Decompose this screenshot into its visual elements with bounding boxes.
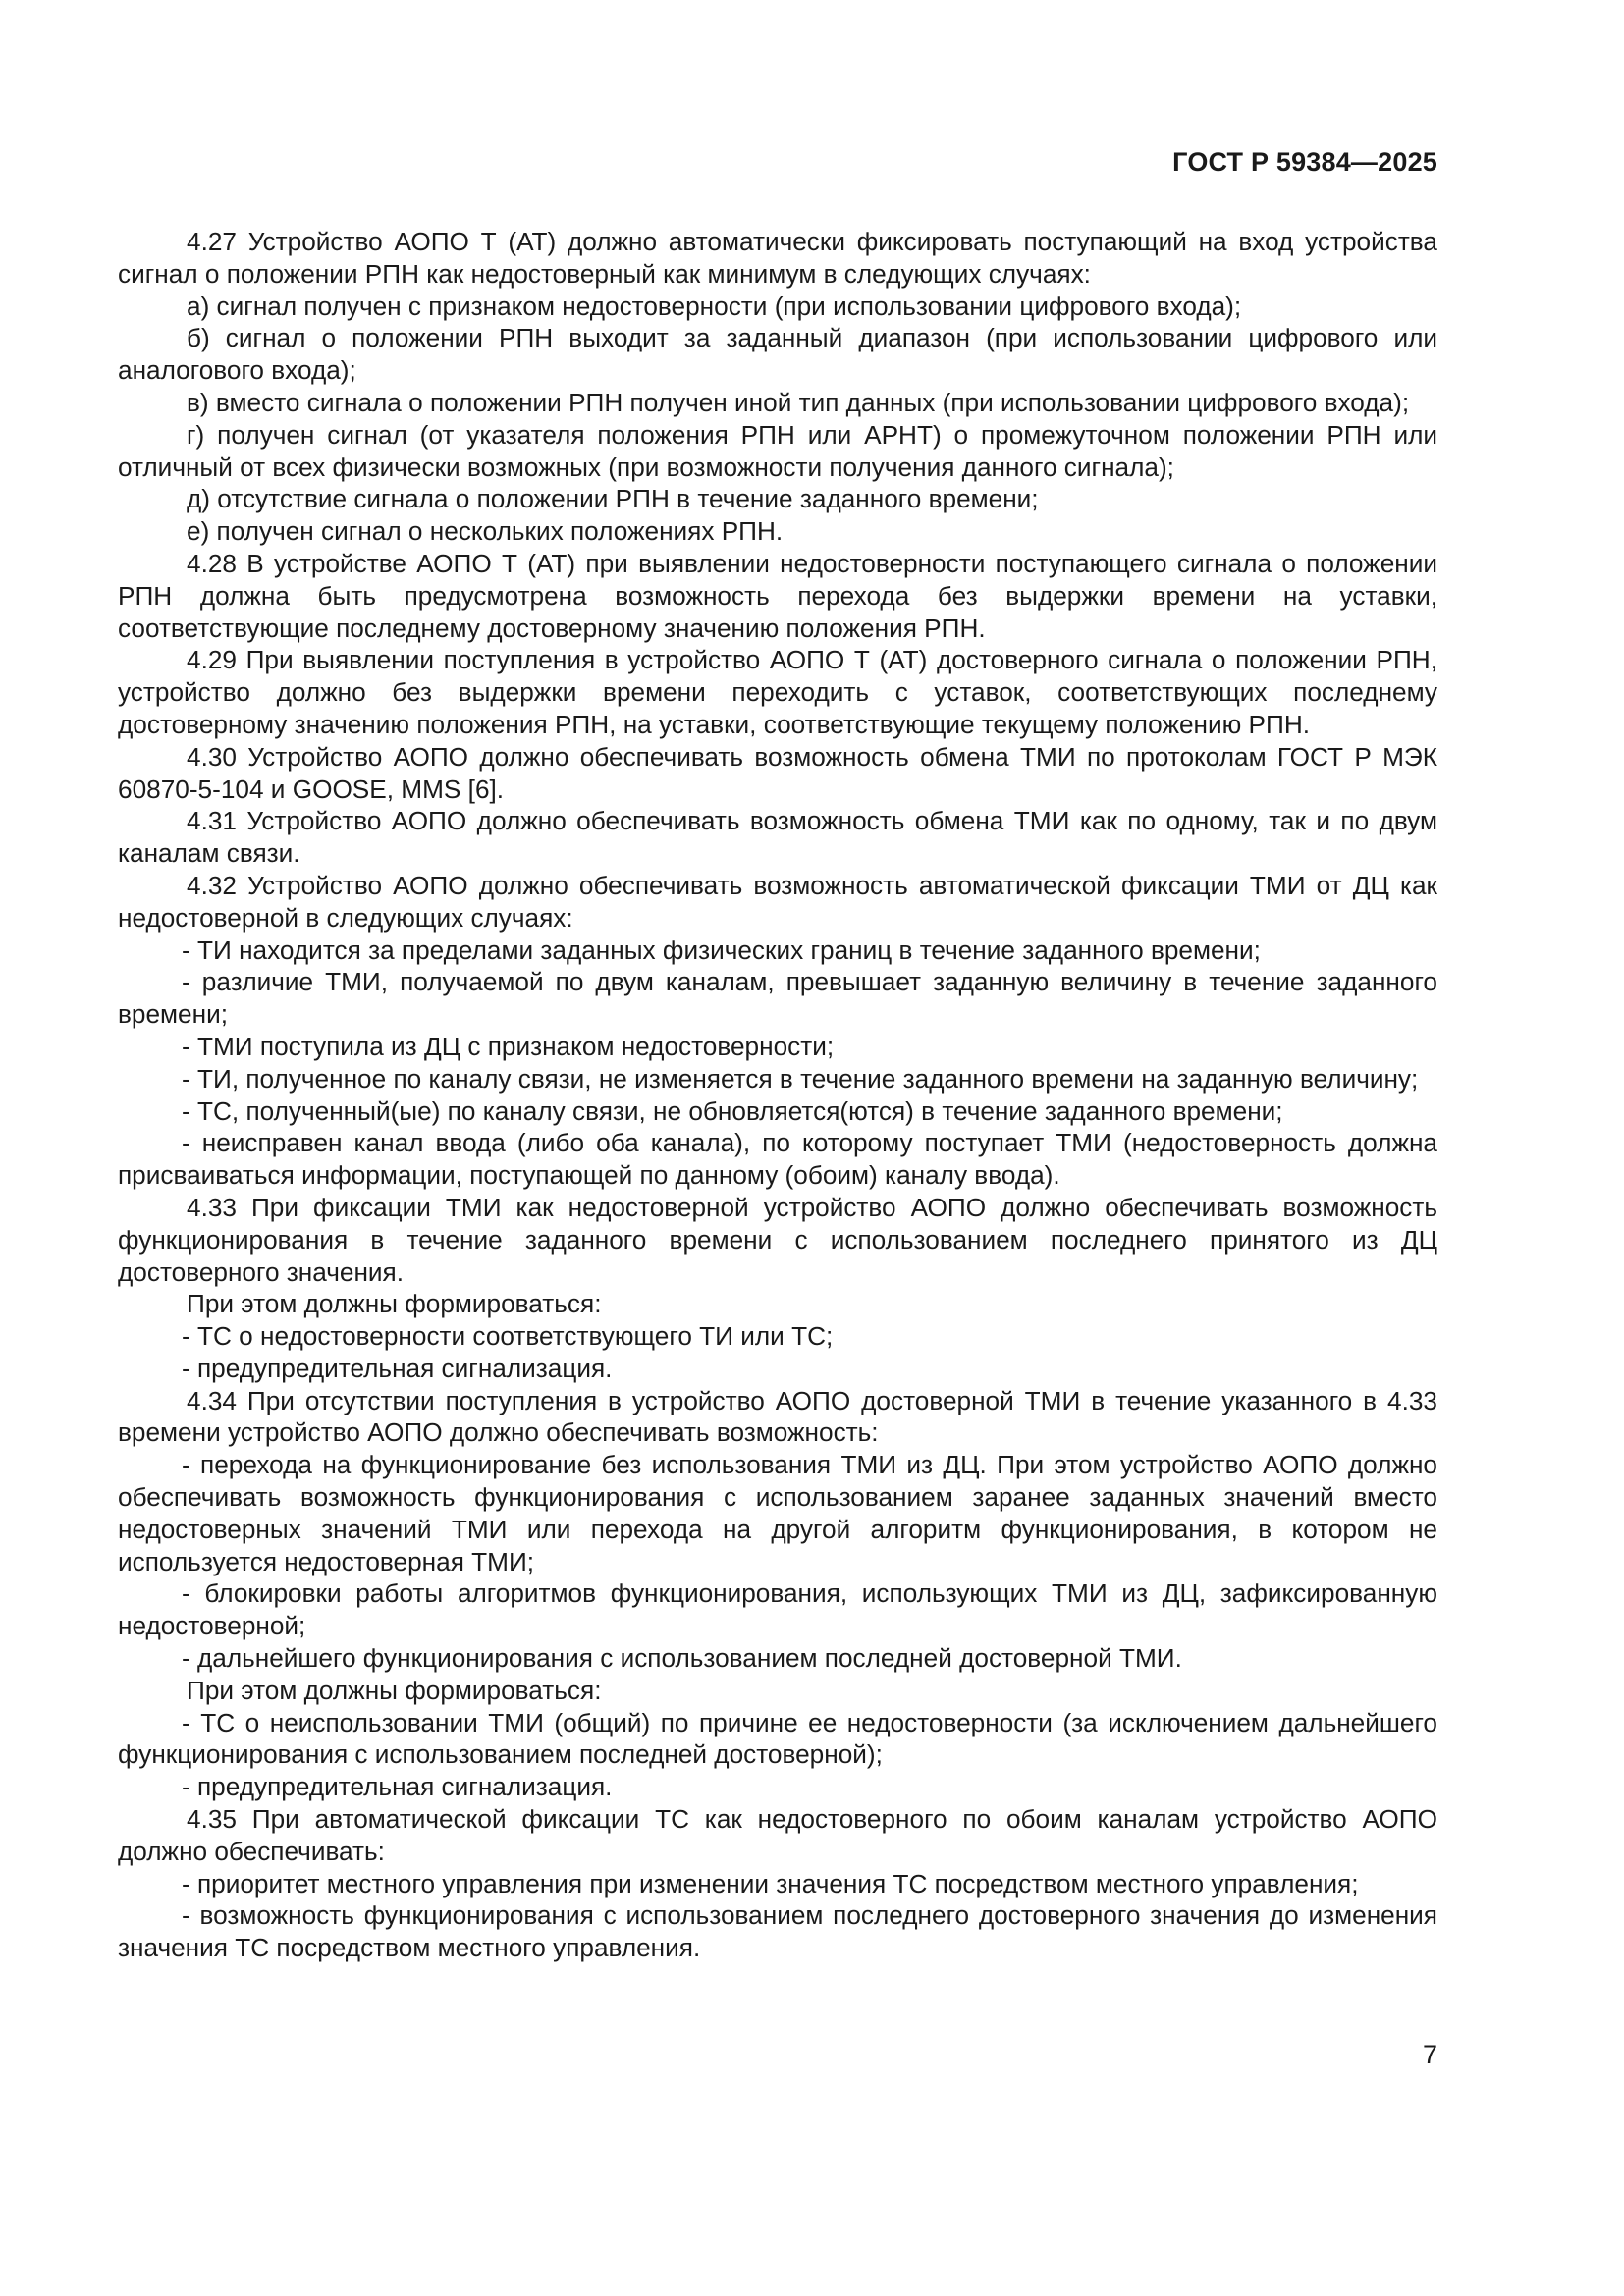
dash-item-paragraph: - ТС о неиспользовании ТМИ (общий) по причине ее недостоверности (за исключением дальнейшего функционирования с использованием последней достоверной); — [118, 1707, 1437, 1770]
dash-item-paragraph: - дальнейшего функционирования с использованием последней достоверной ТМИ. — [182, 1643, 1182, 1674]
dash-item-paragraph: - ТИ находится за пределами заданных физических границ в течение заданного времени; — [182, 934, 1261, 965]
page-number: 7 — [1422, 2040, 1437, 2069]
sub-item-paragraph: е) получен сигнал о нескольких положениях РПН. — [187, 516, 784, 547]
clause-paragraph: 4.33 При фиксации ТМИ как недостоверной устройство АОПО должно обеспечивать возможность функционирования в течение заданного времени с использованием последнего принятого из ДЦ достоверного значения. — [118, 1192, 1437, 1287]
clause-paragraph: 4.27 Устройство АОПО Т (АТ) должно автоматически фиксировать поступающий на вход устройства сигнал о положении РПН как недостоверный как минимум в следующих случаях: — [118, 227, 1437, 289]
dash-item-paragraph: - перехода на функционирование без использования ТМИ из ДЦ. При этом устройство АОПО должно обеспечивать возможность функционирования с использованием заранее заданных значений вместо недостоверных значений ТМИ или перехода на другой алгоритм функционирования, в котором не используется недостоверная ТМИ; — [118, 1450, 1437, 1576]
document-code-header: ГОСТ Р 59384—2025 — [1172, 147, 1437, 177]
dash-item-paragraph: - ТС, полученный(ые) по каналу связи, не обновляется(ются) в течение заданного времени; — [182, 1095, 1283, 1126]
clause-paragraph: 4.32 Устройство АОПО должно обеспечивать возможность автоматической фиксации ТМИ от ДЦ как недостоверной в следующих случаях: — [118, 870, 1437, 933]
clause-paragraph: 4.34 При отсутствии поступления в устройство АОПО достоверной ТМИ в течение указанного в 4.33 времени устройство АОПО должно обеспечивать возможность: — [118, 1385, 1437, 1448]
clause-paragraph: 4.30 Устройство АОПО должно обеспечивать возможность обмена ТМИ по протоколам ГОСТ Р МЭК 60870-5-104 и GOOSE, MMS [6]. — [118, 741, 1437, 804]
dash-item-paragraph: - различие ТМИ, получаемой по двум каналам, превышает заданную величину в течение заданного времени; — [118, 967, 1437, 1030]
sub-item-paragraph: г) получен сигнал (от указателя положения РПН или АРНТ) о промежуточном положении РПН или отличный от всех физически возможных (при возможности получения данного сигнала); — [118, 419, 1437, 482]
document-body — [118, 226, 1437, 1964]
dash-item-paragraph: - предупредительная сигнализация. — [182, 1772, 613, 1802]
sub-item-paragraph: При этом должны формироваться: — [187, 1675, 602, 1705]
clause-paragraph: 4.28 В устройстве АОПО Т (АТ) при выявлении недостоверности поступающего сигнала о положении РПН должна быть предусмотрена возможность перехода без выдержки времени на уставки, соответствующие последнему достоверному значению положения РПН. — [118, 548, 1437, 643]
dash-item-paragraph: - предупредительная сигнализация. — [182, 1353, 613, 1383]
dash-item-paragraph: - неисправен канал ввода (либо оба канала), по которому поступает ТМИ (недостоверность должна присваиваться информации, поступающей по данному (обоим) каналу ввода). — [118, 1128, 1437, 1191]
clause-paragraph: 4.35 При автоматической фиксации ТС как недостоверного по обоим каналам устройство АОПО должно обеспечивать: — [118, 1804, 1437, 1866]
dash-item-paragraph: - возможность функционирования с использованием последнего достоверного значения до изменения значения ТС посредством местного управления. — [118, 1900, 1437, 1963]
sub-item-paragraph: д) отсутствие сигнала о положении РПН в течение заданного времени; — [187, 484, 1039, 514]
sub-item-paragraph: а) сигнал получен с признаком недостоверности (при использовании цифрового входа); — [187, 291, 1242, 321]
dash-item-paragraph: - ТИ, полученное по каналу связи, не изменяется в течение заданного времени на заданную величину; — [182, 1063, 1419, 1094]
clause-paragraph: 4.31 Устройство АОПО должно обеспечивать возможность обмена ТМИ как по одному, так и по двум каналам связи. — [118, 806, 1437, 869]
dash-item-paragraph: - ТМИ поступила из ДЦ с признаком недостоверности; — [182, 1031, 835, 1061]
clause-paragraph: 4.29 При выявлении поступления в устройство АОПО Т (АТ) достоверного сигнала о положении РПН, устройство должно без выдержки времени переходить с уставок, соответствующих последнему достоверному значению положения РПН, на уставки, соответствующие текущему положению РПН. — [118, 645, 1437, 739]
dash-item-paragraph: - ТС о недостоверности соответствующего ТИ или ТС; — [182, 1321, 834, 1352]
sub-item-paragraph: При этом должны формироваться: — [187, 1289, 602, 1319]
dash-item-paragraph: - блокировки работы алгоритмов функционирования, использующих ТМИ из ДЦ, зафиксированную недостоверной; — [118, 1578, 1437, 1641]
sub-item-paragraph: б) сигнал о положении РПН выходит за заданный диапазон (при использовании цифрового или аналогового входа); — [118, 323, 1437, 386]
dash-item-paragraph: - приоритет местного управления при изменении значения ТС посредством местного управления; — [182, 1868, 1359, 1898]
sub-item-paragraph: в) вместо сигнала о положении РПН получен иной тип данных (при использовании цифрового входа); — [187, 387, 1410, 417]
